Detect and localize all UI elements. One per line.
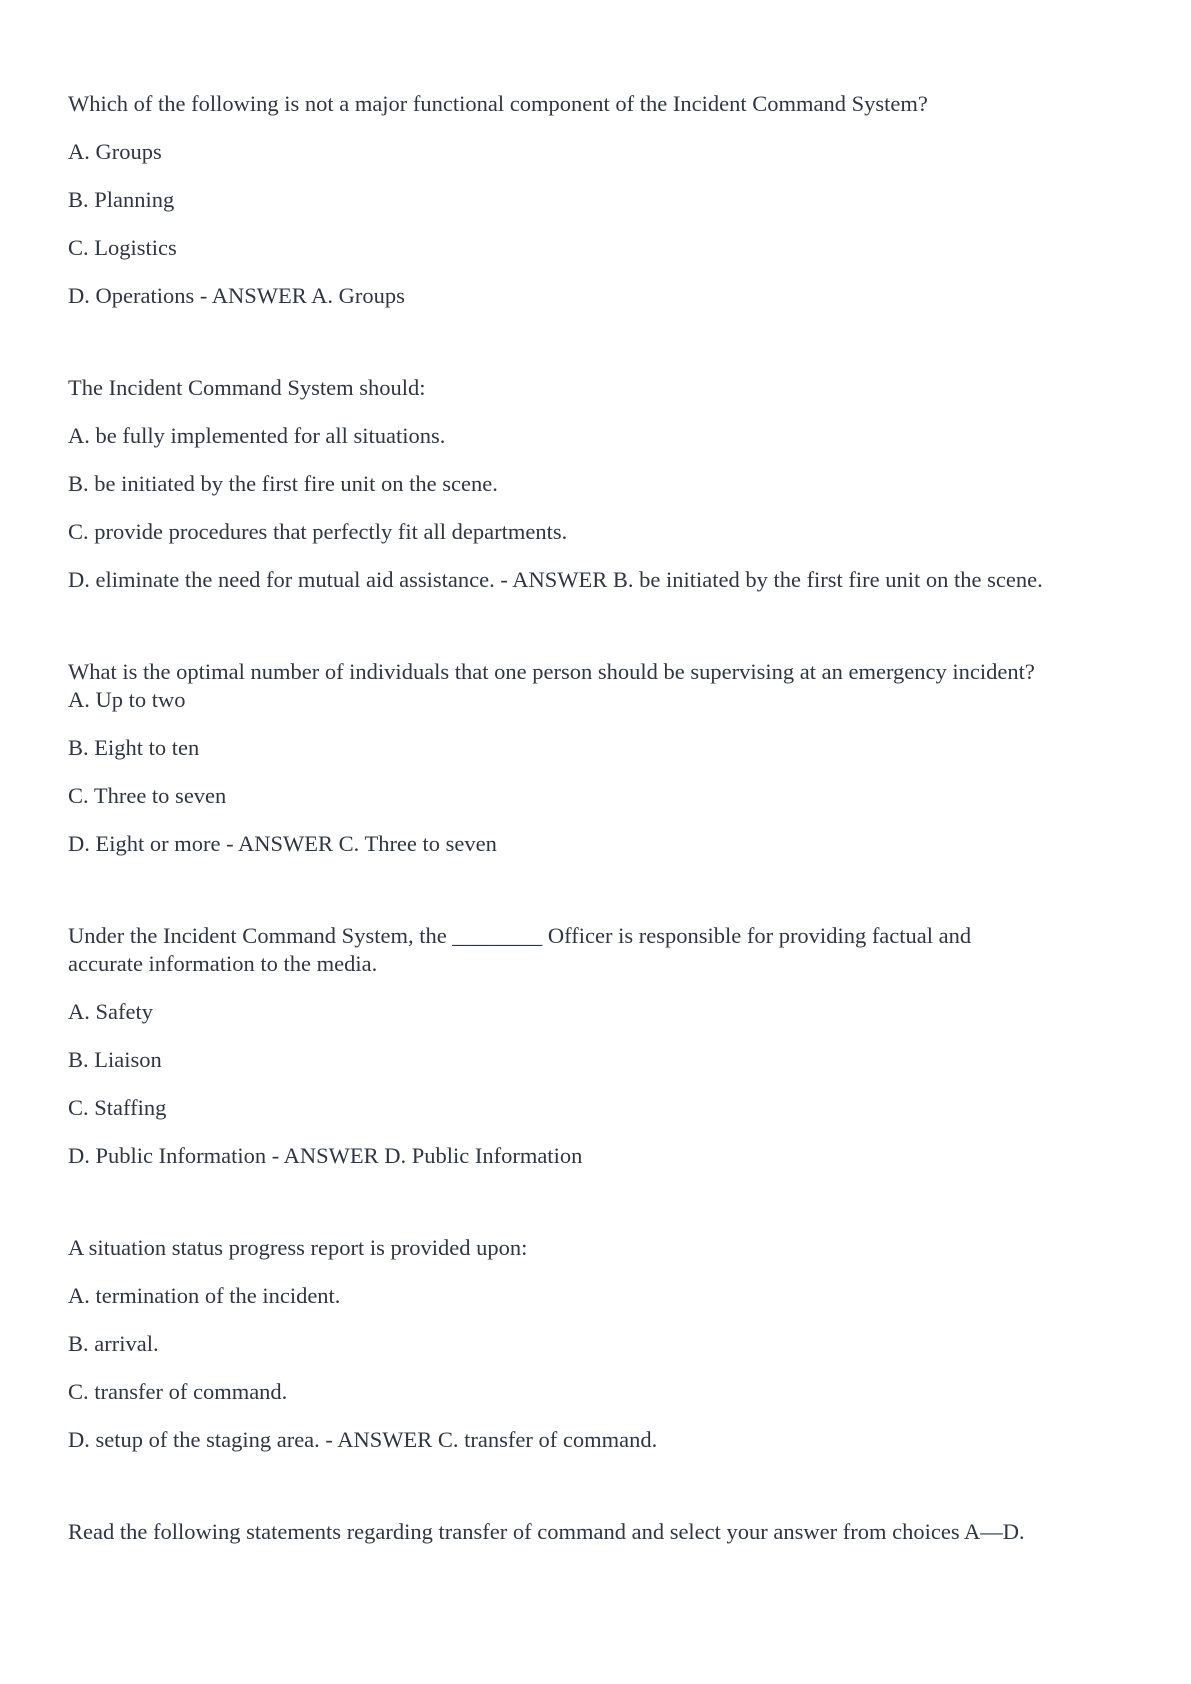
- question-3-option-a: A. Up to two: [68, 687, 186, 712]
- question-4-text-line-2: accurate information to the media.: [68, 951, 378, 976]
- question-2-option-d-answer: D. eliminate the need for mutual aid assistance. - ANSWER B. be initiated by the first fire unit on the scene.: [68, 567, 1043, 592]
- question-2-option-c: C. provide procedures that perfectly fit all departments.: [68, 519, 568, 544]
- question-1-option-b: B. Planning: [68, 187, 175, 212]
- question-5-option-c: C. transfer of command.: [68, 1379, 288, 1404]
- question-2-text: The Incident Command System should:: [68, 375, 426, 400]
- question-5-option-d-answer: D. setup of the staging area. - ANSWER C. transfer of command.: [68, 1427, 658, 1452]
- question-2-option-a: A. be fully implemented for all situations.: [68, 423, 446, 448]
- question-4-option-b: B. Liaison: [68, 1047, 162, 1072]
- question-3-option-c: C. Three to seven: [68, 783, 227, 808]
- question-4-option-d-answer: D. Public Information - ANSWER D. Public Information: [68, 1143, 583, 1168]
- question-5-option-b: B. arrival.: [68, 1331, 159, 1356]
- question-1-option-a: A. Groups: [68, 139, 162, 164]
- question-2-option-b: B. be initiated by the first fire unit on the scene.: [68, 471, 498, 496]
- question-3-option-d-answer: D. Eight or more - ANSWER C. Three to seven: [68, 831, 497, 856]
- question-5-text: A situation status progress report is provided upon:: [68, 1235, 528, 1260]
- question-4-text-line-1: Under the Incident Command System, the ________ Officer is responsible for providing factual and: [68, 923, 972, 948]
- question-1-option-d-answer: D. Operations - ANSWER A. Groups: [68, 283, 405, 308]
- question-3-text: What is the optimal number of individuals that one person should be supervising at an emergency incident?: [68, 659, 1035, 684]
- question-4-option-a: A. Safety: [68, 999, 153, 1024]
- question-1-text: Which of the following is not a major functional component of the Incident Command System?: [68, 91, 928, 116]
- question-4-option-c: C. Staffing: [68, 1095, 167, 1120]
- question-3-option-b: B. Eight to ten: [68, 735, 200, 760]
- question-5-option-a: A. termination of the incident.: [68, 1283, 341, 1308]
- question-1-option-c: C. Logistics: [68, 235, 177, 260]
- question-6-text: Read the following statements regarding transfer of command and select your answer from choices A—D.: [68, 1519, 1025, 1544]
